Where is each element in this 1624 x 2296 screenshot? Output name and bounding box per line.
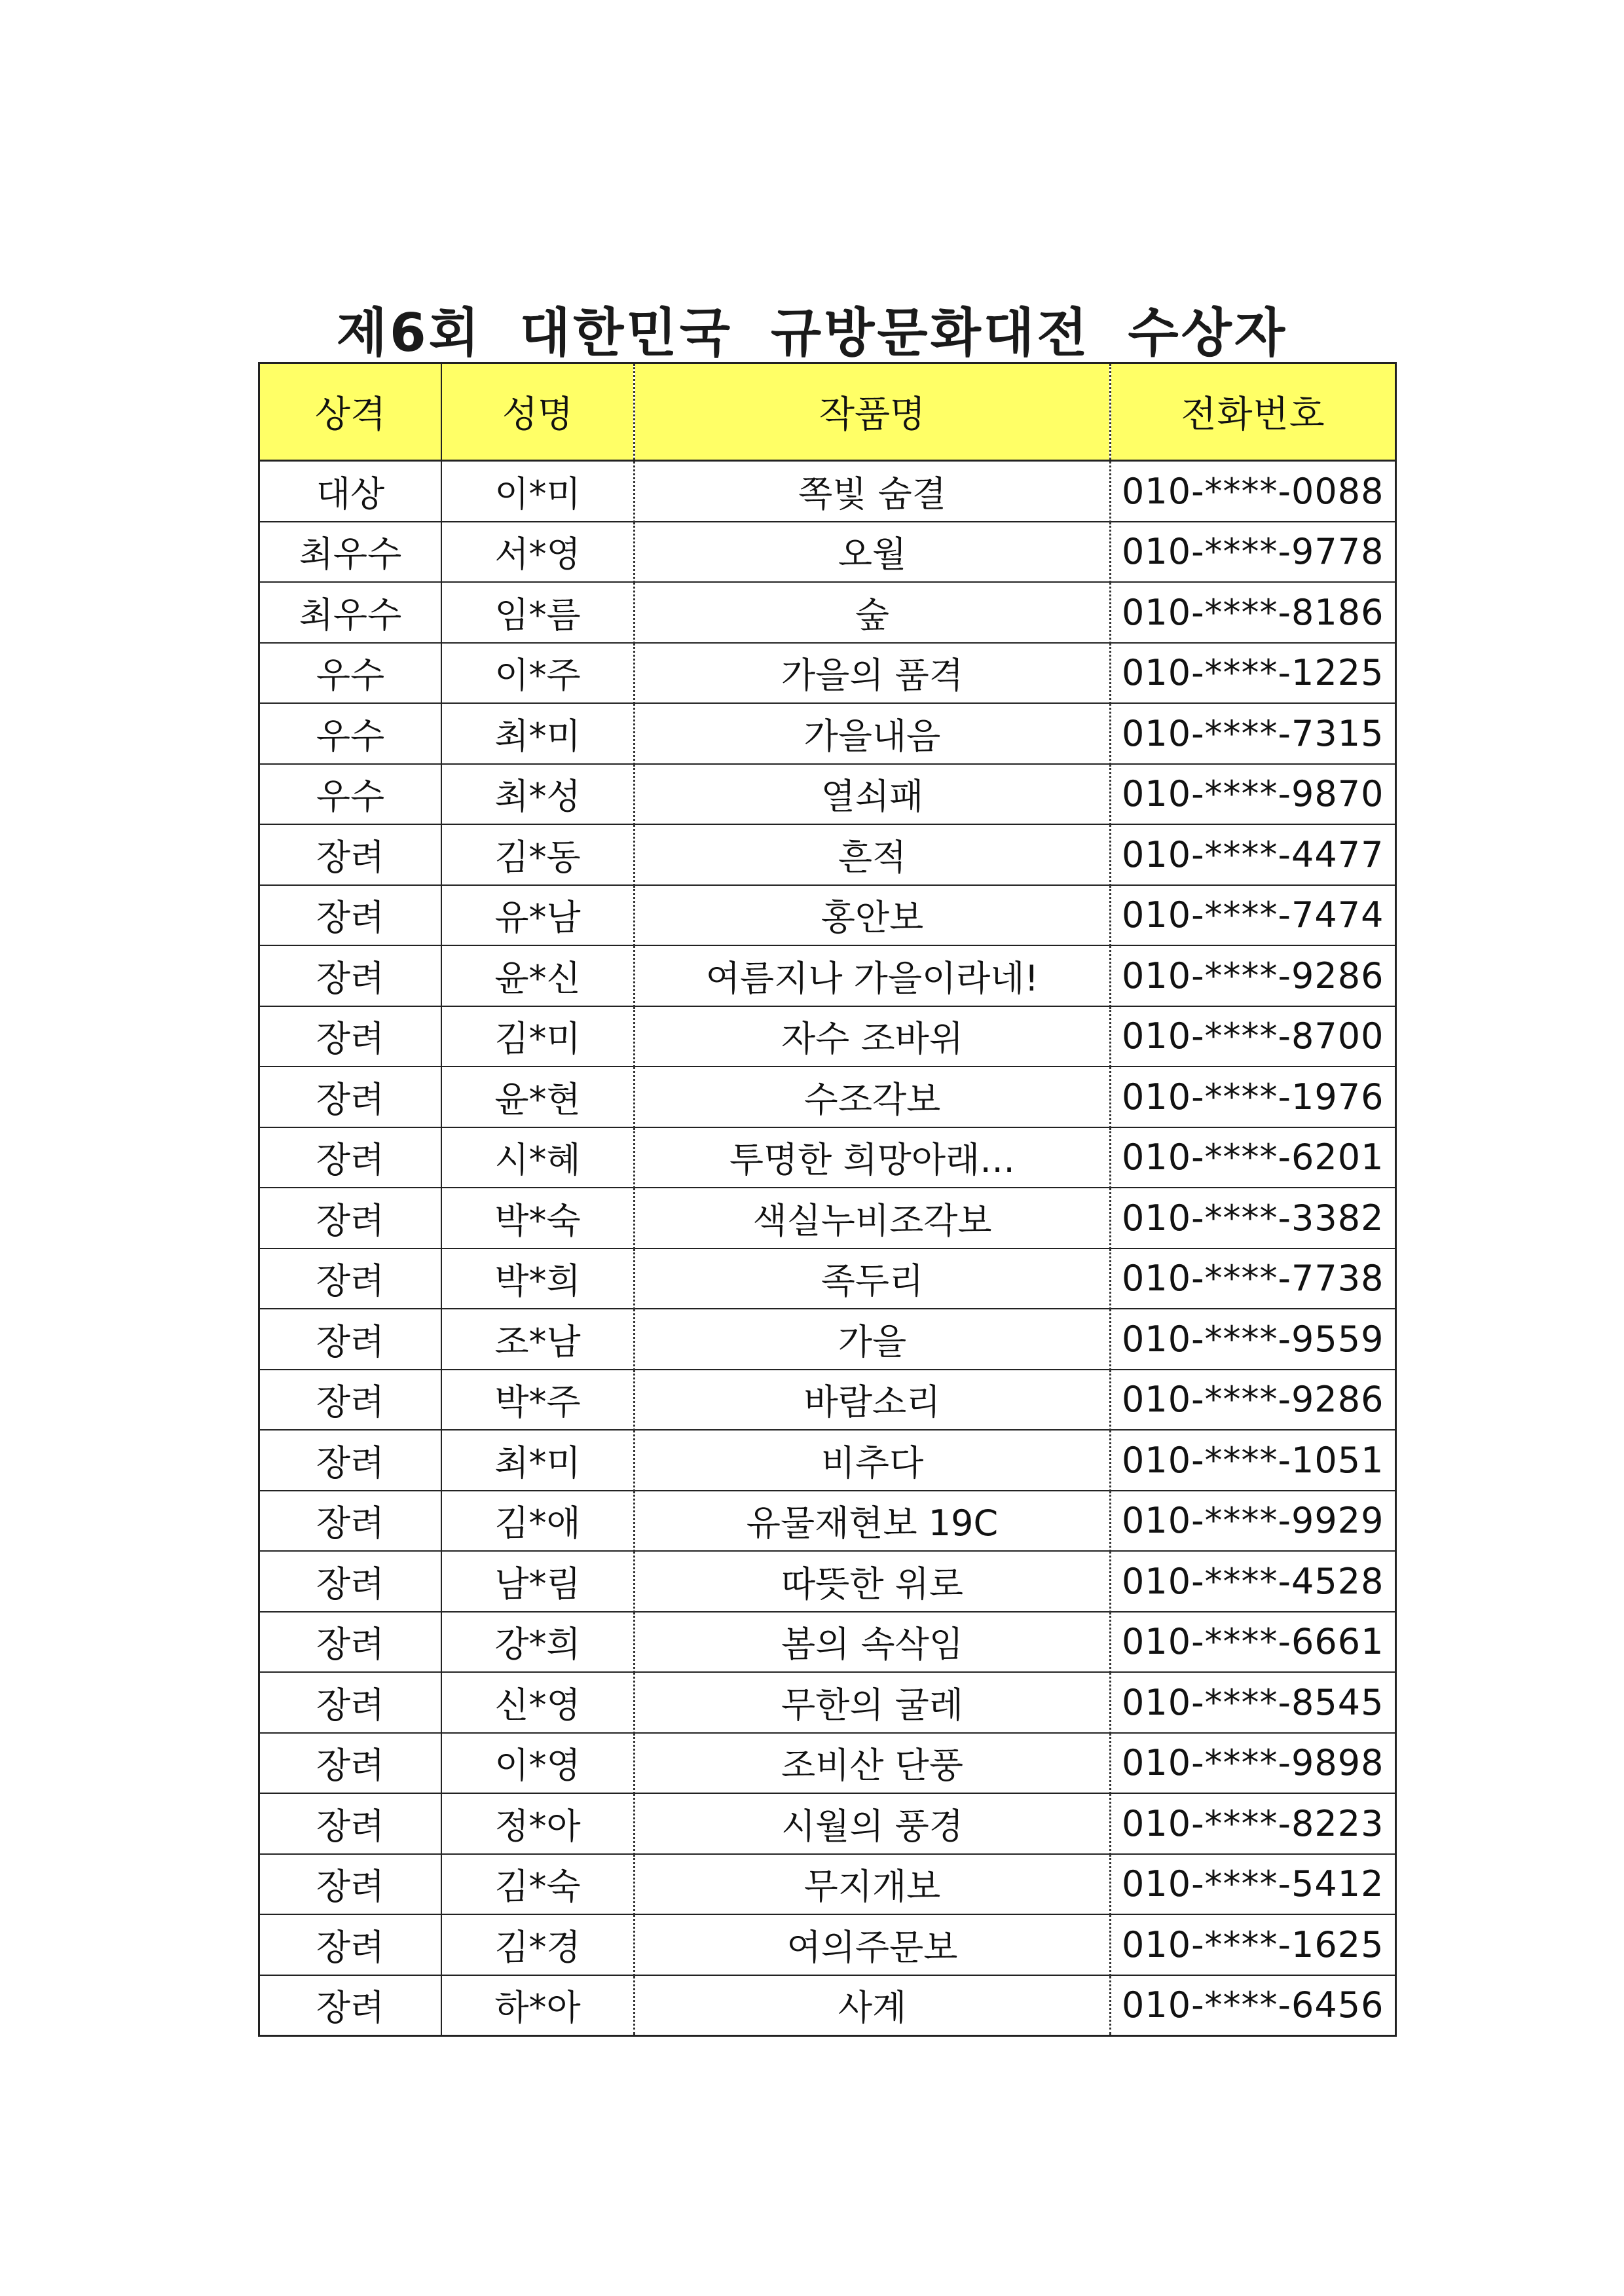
cell-phone: 010-****-7474 bbox=[1111, 885, 1396, 946]
cell-phone: 010-****-9778 bbox=[1111, 522, 1396, 583]
cell-phone: 010-****-9898 bbox=[1111, 1733, 1396, 1794]
cell-phone: 010-****-8223 bbox=[1111, 1793, 1396, 1854]
cell-phone: 010-****-5412 bbox=[1111, 1854, 1396, 1915]
table-row bbox=[259, 945, 1396, 1006]
cell-work: 흔적 bbox=[635, 824, 1111, 885]
header-rank: 상격 bbox=[259, 363, 442, 461]
cell-work: 투명한 희망아래… bbox=[635, 1127, 1111, 1188]
cell-phone: 010-****-7738 bbox=[1111, 1248, 1396, 1309]
cell-name: 윤*현 bbox=[441, 1066, 635, 1127]
cell-rank: 장려 bbox=[259, 1914, 442, 1975]
cell-phone: 010-****-8545 bbox=[1111, 1672, 1396, 1733]
table-row bbox=[259, 703, 1396, 764]
cell-phone: 010-****-4477 bbox=[1111, 824, 1396, 885]
table-row bbox=[259, 461, 1396, 522]
cell-name: 김*미 bbox=[441, 1006, 635, 1067]
cell-work: 색실누비조각보 bbox=[635, 1188, 1111, 1248]
cell-rank: 장려 bbox=[259, 885, 442, 946]
cell-work: 오월 bbox=[635, 522, 1111, 583]
cell-name: 조*남 bbox=[441, 1309, 635, 1370]
cell-rank: 장려 bbox=[259, 1248, 442, 1309]
table-row bbox=[259, 885, 1396, 946]
table-header-row bbox=[259, 363, 1396, 461]
cell-phone: 010-****-9559 bbox=[1111, 1309, 1396, 1370]
cell-work: 족두리 bbox=[635, 1248, 1111, 1309]
cell-rank: 대상 bbox=[259, 461, 442, 522]
cell-rank: 우수 bbox=[259, 764, 442, 825]
cell-work: 쪽빛 숨결 bbox=[635, 461, 1111, 522]
cell-name: 최*미 bbox=[441, 703, 635, 764]
cell-name: 김*애 bbox=[441, 1491, 635, 1552]
cell-name: 남*림 bbox=[441, 1551, 635, 1612]
cell-rank: 장려 bbox=[259, 1854, 442, 1915]
cell-phone: 010-****-6456 bbox=[1111, 1975, 1396, 2036]
cell-phone: 010-****-1051 bbox=[1111, 1430, 1396, 1491]
cell-name: 박*희 bbox=[441, 1248, 635, 1309]
table-row bbox=[259, 1491, 1396, 1552]
cell-name: 서*영 bbox=[441, 522, 635, 583]
table-row bbox=[259, 1188, 1396, 1248]
table-row bbox=[259, 764, 1396, 825]
cell-rank: 장려 bbox=[259, 945, 442, 1006]
table-row bbox=[259, 1551, 1396, 1612]
table-row bbox=[259, 1612, 1396, 1673]
table-row bbox=[259, 1854, 1396, 1915]
cell-work: 유물재현보 19C bbox=[635, 1491, 1111, 1552]
cell-work: 자수 조바위 bbox=[635, 1006, 1111, 1067]
cell-phone: 010-****-0088 bbox=[1111, 461, 1396, 522]
cell-work: 바람소리 bbox=[635, 1370, 1111, 1430]
cell-name: 최*성 bbox=[441, 764, 635, 825]
cell-name: 임*름 bbox=[441, 582, 635, 643]
awards-table-body bbox=[259, 461, 1396, 2036]
cell-work: 봄의 속삭임 bbox=[635, 1612, 1111, 1673]
awards-table bbox=[258, 362, 1397, 2037]
cell-name: 하*아 bbox=[441, 1975, 635, 2036]
cell-phone: 010-****-7315 bbox=[1111, 703, 1396, 764]
cell-work: 열쇠패 bbox=[635, 764, 1111, 825]
table-row bbox=[259, 1370, 1396, 1430]
table-row bbox=[259, 1672, 1396, 1733]
page-title: 제6회 대한민국 규방문화대전 수상자 bbox=[336, 302, 1288, 363]
cell-work: 여의주문보 bbox=[635, 1914, 1111, 1975]
cell-phone: 010-****-4528 bbox=[1111, 1551, 1396, 1612]
cell-work: 숲 bbox=[635, 582, 1111, 643]
header-phone: 전화번호 bbox=[1111, 363, 1396, 461]
cell-phone: 010-****-9929 bbox=[1111, 1491, 1396, 1552]
cell-name: 최*미 bbox=[441, 1430, 635, 1491]
cell-name: 이*주 bbox=[441, 643, 635, 704]
cell-phone: 010-****-9870 bbox=[1111, 764, 1396, 825]
cell-phone: 010-****-1625 bbox=[1111, 1914, 1396, 1975]
cell-work: 여름지나 가을이라네! bbox=[635, 945, 1111, 1006]
cell-work: 시월의 풍경 bbox=[635, 1793, 1111, 1854]
cell-rank: 장려 bbox=[259, 1491, 442, 1552]
cell-name: 신*영 bbox=[441, 1672, 635, 1733]
cell-work: 무지개보 bbox=[635, 1854, 1111, 1915]
table-row bbox=[259, 1914, 1396, 1975]
cell-rank: 장려 bbox=[259, 1975, 442, 2036]
table-row bbox=[259, 1309, 1396, 1370]
cell-rank: 장려 bbox=[259, 1733, 442, 1794]
table-row bbox=[259, 1975, 1396, 2036]
cell-rank: 장려 bbox=[259, 1612, 442, 1673]
cell-rank: 장려 bbox=[259, 1793, 442, 1854]
cell-work: 무한의 굴레 bbox=[635, 1672, 1111, 1733]
cell-name: 이*영 bbox=[441, 1733, 635, 1794]
table-row bbox=[259, 1006, 1396, 1067]
table-row bbox=[259, 824, 1396, 885]
cell-name: 정*아 bbox=[441, 1793, 635, 1854]
cell-phone: 010-****-9286 bbox=[1111, 945, 1396, 1006]
cell-rank: 우수 bbox=[259, 643, 442, 704]
cell-name: 강*희 bbox=[441, 1612, 635, 1673]
cell-work: 가을 bbox=[635, 1309, 1111, 1370]
cell-work: 따뜻한 위로 bbox=[635, 1551, 1111, 1612]
cell-rank: 장려 bbox=[259, 1551, 442, 1612]
cell-name: 김*숙 bbox=[441, 1854, 635, 1915]
cell-rank: 장려 bbox=[259, 1188, 442, 1248]
cell-phone: 010-****-1225 bbox=[1111, 643, 1396, 704]
cell-rank: 장려 bbox=[259, 1370, 442, 1430]
cell-name: 이*미 bbox=[441, 461, 635, 522]
cell-name: 시*혜 bbox=[441, 1127, 635, 1188]
cell-rank: 장려 bbox=[259, 1006, 442, 1067]
cell-rank: 장려 bbox=[259, 824, 442, 885]
cell-rank: 최우수 bbox=[259, 582, 442, 643]
cell-work: 비추다 bbox=[635, 1430, 1111, 1491]
table-row bbox=[259, 582, 1396, 643]
table-row bbox=[259, 1430, 1396, 1491]
cell-rank: 장려 bbox=[259, 1066, 442, 1127]
cell-name: 김*경 bbox=[441, 1914, 635, 1975]
cell-rank: 장려 bbox=[259, 1672, 442, 1733]
table-row bbox=[259, 1066, 1396, 1127]
table-row bbox=[259, 643, 1396, 704]
cell-name: 박*숙 bbox=[441, 1188, 635, 1248]
cell-rank: 장려 bbox=[259, 1430, 442, 1491]
cell-phone: 010-****-1976 bbox=[1111, 1066, 1396, 1127]
cell-rank: 최우수 bbox=[259, 522, 442, 583]
cell-rank: 우수 bbox=[259, 703, 442, 764]
cell-work: 사계 bbox=[635, 1975, 1111, 2036]
cell-rank: 장려 bbox=[259, 1309, 442, 1370]
cell-phone: 010-****-8186 bbox=[1111, 582, 1396, 643]
cell-work: 홍안보 bbox=[635, 885, 1111, 946]
table-row bbox=[259, 522, 1396, 583]
cell-name: 유*남 bbox=[441, 885, 635, 946]
cell-name: 박*주 bbox=[441, 1370, 635, 1430]
table-row bbox=[259, 1793, 1396, 1854]
cell-name: 윤*신 bbox=[441, 945, 635, 1006]
table-row bbox=[259, 1127, 1396, 1188]
cell-phone: 010-****-6201 bbox=[1111, 1127, 1396, 1188]
cell-work: 가을의 품격 bbox=[635, 643, 1111, 704]
cell-work: 가을내음 bbox=[635, 703, 1111, 764]
table-row bbox=[259, 1248, 1396, 1309]
cell-name: 김*동 bbox=[441, 824, 635, 885]
cell-rank: 장려 bbox=[259, 1127, 442, 1188]
cell-phone: 010-****-8700 bbox=[1111, 1006, 1396, 1067]
header-work: 작품명 bbox=[635, 363, 1111, 461]
cell-work: 수조각보 bbox=[635, 1066, 1111, 1127]
cell-phone: 010-****-3382 bbox=[1111, 1188, 1396, 1248]
cell-work: 조비산 단풍 bbox=[635, 1733, 1111, 1794]
header-name: 성명 bbox=[441, 363, 635, 461]
cell-phone: 010-****-6661 bbox=[1111, 1612, 1396, 1673]
cell-phone: 010-****-9286 bbox=[1111, 1370, 1396, 1430]
table-row bbox=[259, 1733, 1396, 1794]
